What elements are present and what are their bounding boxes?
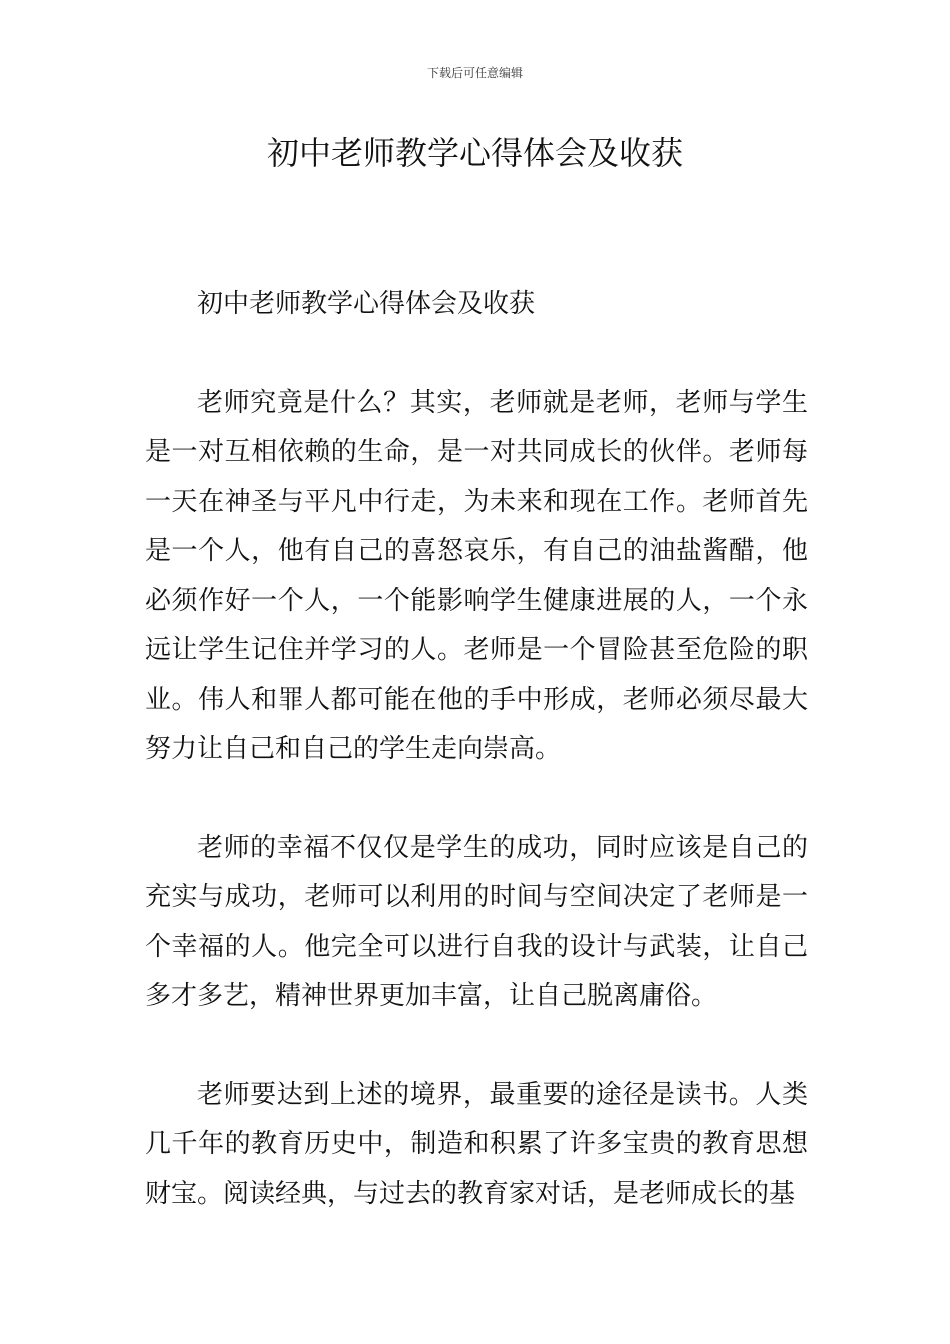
document-title: 初中老师教学心得体会及收获 bbox=[266, 134, 683, 172]
subtitle-paragraph: 初中老师教学心得体会及收获 bbox=[197, 289, 536, 319]
document-body bbox=[145, 280, 808, 1219]
body-paragraph-2: 老师的幸福不仅仅是学生的成功，同时应该是自己的充实与成功，老师可以利用的时间与空间决定了老师是一个幸福的人。他完全可以进行自我的设计与武装，让自己多才多艺，精神世界更加丰富，让自己脱离庸俗。 bbox=[145, 832, 808, 1011]
header-note: 下载后可任意编辑 bbox=[426, 66, 523, 80]
body-paragraph-3: 老师要达到上述的境界，最重要的途径是读书。人类几千年的教育历史中，制造和积累了许多宝贵的教育思想财宝。阅读经典，与过去的教育家对话，是老师成长的基 bbox=[145, 1079, 808, 1209]
body-paragraph-1: 老师究竟是什么？其实，老师就是老师，老师与学生是一对互相依赖的生命，是一对共同成长的伙伴。老师每一天在神圣与平凡中行走，为未来和现在工作。老师首先是一个人，他有自己的喜怒哀乐，有自己的油盐酱醋，他必须作好一个人，一个能影响学生健康进展的人，一个永远让学生记住并学习的人。老师是一个冒险甚至危险的职业。伟人和罪人都可能在他的手中形成，老师必须尽最大努力让自己和自己的学生走向崇高。 bbox=[145, 387, 808, 764]
